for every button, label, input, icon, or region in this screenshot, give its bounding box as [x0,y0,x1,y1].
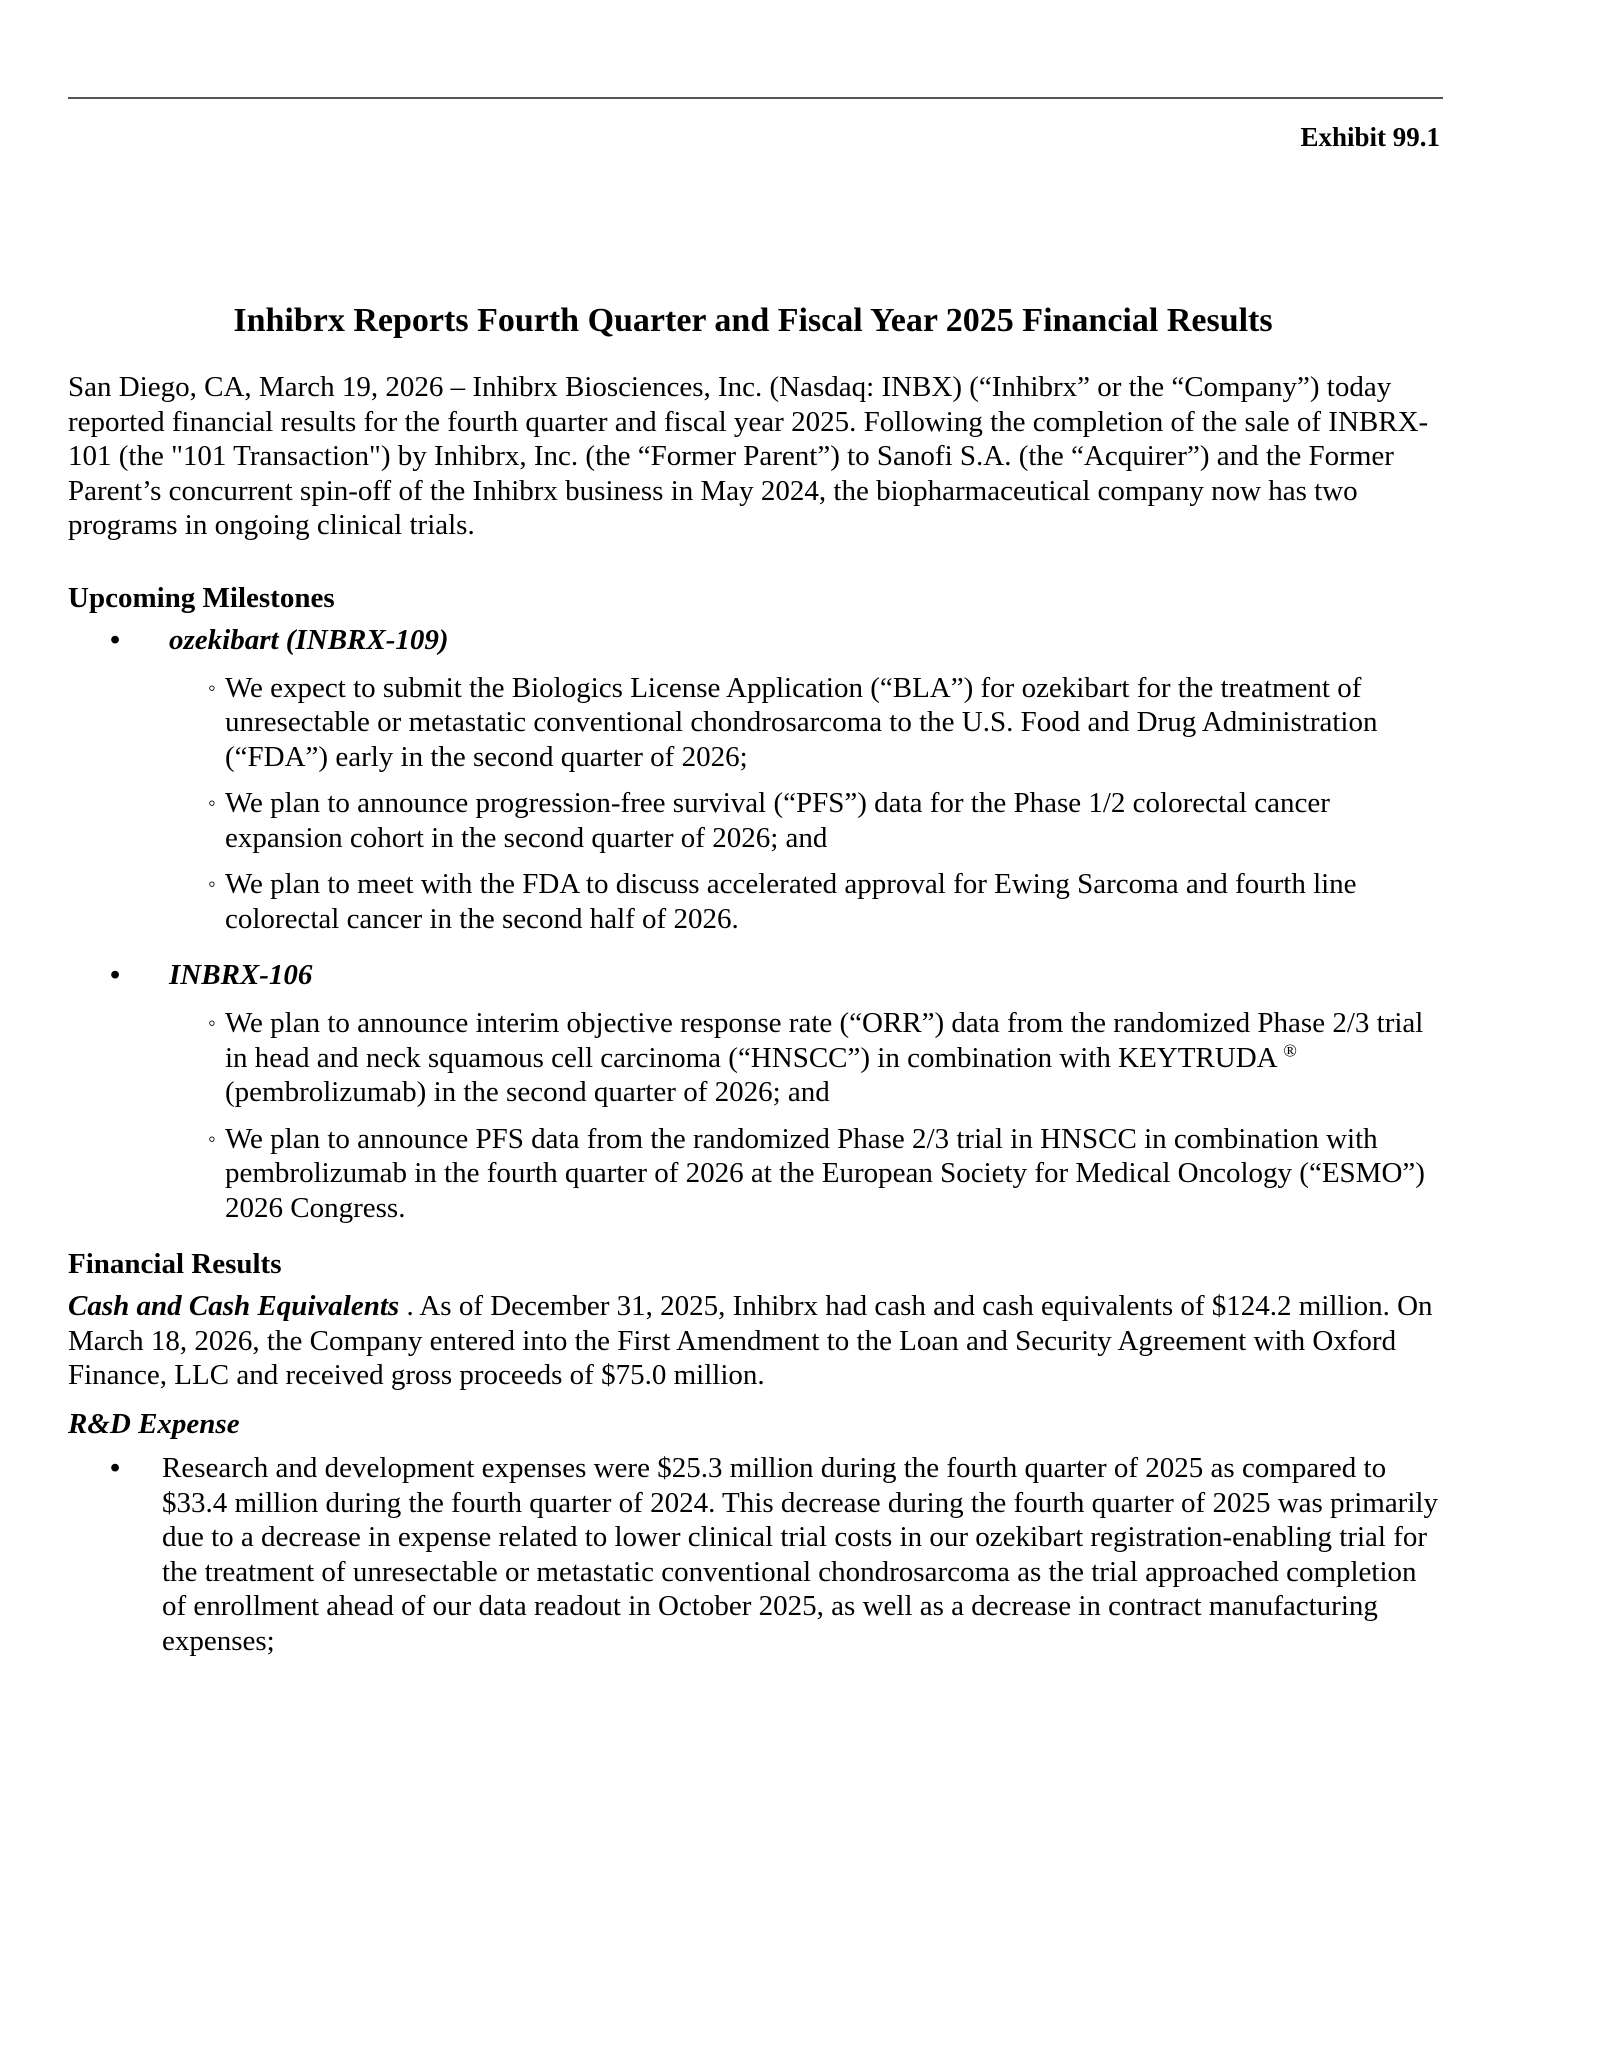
program-title: INBRX-106 [169,959,313,991]
list-item [68,867,1446,936]
list-item [68,786,1446,855]
financial-heading: Financial Results [68,1248,282,1280]
exhibit-label: Exhibit 99.1 [1300,122,1440,152]
program-milestone-list [169,671,1446,937]
milestone-text: We expect to submit the Biologics License Application (“BLA”) for ozekibart for the treatment of unresectable or metastatic conventional chondrosarcoma to the U.S. Food and Drug Administration (“FDA”) early in the second quarter of 2026; [225,671,1378,773]
document-title: Inhibrx Reports Fourth Quarter and Fiscal Year 2025 Financial Results [233,302,1273,339]
milestone-text: We plan to announce progression-free survival (“PFS”) data for the Phase 1/2 colorectal cancer expansion cohort in the second quarter of 2026; and [225,787,1330,854]
sub-bullet-icon: ◦ [208,790,216,815]
milestone-text [223,1006,1446,1110]
list-item [68,671,1446,775]
rd-list [68,1451,1446,1658]
cash-paragraph [68,1289,1446,1393]
program-title: ozekibart (INBRX-109) [169,623,449,656]
rd-heading: R&D Expense [68,1407,240,1440]
program-milestone-list [169,1006,1446,1225]
bullet-icon: • [110,1452,121,1484]
cash-label: Cash and Cash Equivalents [68,1290,400,1322]
milestones-list [68,623,1446,1226]
milestones-heading: Upcoming Milestones [68,581,335,614]
sub-bullet-icon: ◦ [208,1010,216,1035]
list-item [68,1006,1446,1110]
bullet-icon: • [110,959,121,991]
sub-bullet-icon: ◦ [208,1125,216,1151]
sub-bullet-icon: ◦ [208,674,216,700]
bullet-icon: • [110,623,121,656]
list-item [68,1122,1446,1226]
milestone-text: We plan to meet with the FDA to discuss accelerated approval for Ewing Sarcoma and fourth line colorectal cancer in the second half of 2026. [225,868,1357,935]
sub-bullet-icon: ◦ [208,871,216,896]
milestone-text-part: We plan to announce interim objective response rate (“ORR”) data from the randomized Phase 2/3 trial in head and neck squamous cell carcinoma (“HNSCC”) in combination with KEYTRUDA [225,1007,1424,1074]
program-ozekibart [68,623,1446,937]
milestone-text: We plan to announce PFS data from the randomized Phase 2/3 trial in HNSCC in combination with pembrolizumab in the fourth quarter of 2026 at the European Society for Medical Oncology (“ESMO”) 2026 Congress. [225,1122,1425,1224]
document-body [68,300,1446,1658]
header-rule [68,97,1443,99]
rd-text: Research and development expenses were $25.3 million during the fourth quarter of 2025 as compared to $33.4 million during the fourth quarter of 2024. This decrease during the fourth quarter of 2025 was primarily due to a decrease in expense related to lower clinical trial costs in our ozekibart registration-enabling trial for the treatment of unresectable or metastatic conventional chondrosarcoma as the trial approached completion of enrollment ahead of our data readout in October 2025, as well as a decrease in contract manufacturing expenses; [162,1452,1438,1657]
intro-paragraph: San Diego, CA, March 19, 2026 – Inhibrx Biosciences, Inc. (Nasdaq: INBX) (“Inhibrx” or the “Company”) today reported financial results for the fourth quarter and fiscal year 2025. Following the completion of the sale of INBRX-101 (the "101 Transaction") by Inhibrx, Inc. (the “Former Parent”) to Sanofi S.A. (the “Acquirer”) and the Former Parent’s concurrent spin-off of the Inhibrx business in May 2024, the biopharmaceutical company now has two programs in ongoing clinical trials. [68,371,1429,541]
registered-trademark-icon: ® [1283,1039,1297,1060]
program-inbrx-106 [68,958,1446,1225]
cash-text: . As of December 31, 2025, Inhibrx had cash and cash equivalents of $124.2 million. On March 18, 2026, the Company entered into the First Amendment to the Loan and Security Agreement with Oxford Finance, LLC and received gross proceeds of $75.0 million. [68,1290,1433,1391]
milestone-text-part: (pembrolizumab) in the second quarter of 2026; and [225,1076,830,1108]
list-item [68,1451,1446,1658]
